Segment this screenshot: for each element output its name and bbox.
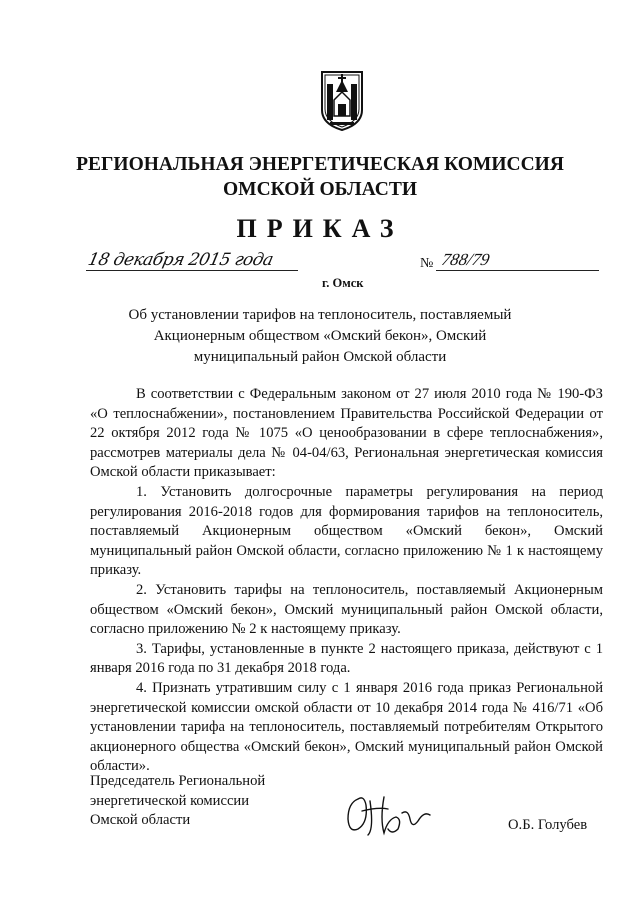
preamble-paragraph: В соответствии с Федеральным законом от 27 июля 2010 года № 190-ФЗ «О теплоснабжении», постановлением Правительства Российской Федерации от 22 октября 2012 года № 1075 «О ценообразовании в сфере теплоснабжения», рассмотрев материалы дела № 04-04/63, Региональная энергетическая комиссия Омской области приказывает: bbox=[90, 386, 603, 481]
signatory-line-3: Омской области bbox=[90, 812, 191, 829]
number-underline bbox=[436, 270, 599, 271]
signatory-name: О.Б. Голубев bbox=[508, 817, 588, 833]
coat-of-arms-emblem bbox=[320, 70, 364, 132]
document-type-title: ПРИКАЗ bbox=[236, 214, 404, 243]
number-sign: № bbox=[420, 256, 434, 271]
signatory-line-1: Председатель Региональной bbox=[90, 773, 266, 789]
handwritten-signature bbox=[344, 789, 434, 839]
clause-1-paragraph: 1. Установить долгосрочные параметры регулирования на период регулирования 2016-2018 годов для формирования тарифов на теплоноситель, поставляемый Акционерным обществом «Омский бекон», Омский муниципальный район Омской области, согласно приложению № 1 к настоящему приказу. bbox=[90, 483, 603, 579]
organization-line-1: РЕГИОНАЛЬНАЯ ЭНЕРГЕТИЧЕСКАЯ КОМИССИЯ bbox=[76, 154, 564, 175]
handwritten-order-number: 788/79 bbox=[440, 250, 492, 269]
clause-2-paragraph: 2. Установить тарифы на теплоноситель, поставляемый Акционерным обществом «Омский бекон», Омский муниципальный район Омской области, согласно приложению № 2 к настоящему приказу. bbox=[90, 581, 603, 638]
order-subject bbox=[0, 305, 640, 368]
signatory-line-2: энергетической комиссии bbox=[90, 792, 250, 809]
subject-line-1: Об установлении тарифов на теплоноситель, поставляемый bbox=[128, 307, 512, 323]
signatory-title bbox=[90, 772, 265, 831]
clause-4-paragraph: 4. Признать утратившим силу с 1 января 2016 года приказ Региональной энергетической комиссии омской области от 10 декабря 2014 года № 416/71 «Об установлении тарифа на теплоноситель, поставляемый потребителям Открытого акционерного общества «Омский бекон», Омский муниципальный район Омской области». bbox=[90, 679, 603, 775]
organization-line-2: ОМСКОЙ ОБЛАСТИ bbox=[223, 179, 417, 200]
handwritten-date: 18 декабря 2015 года bbox=[86, 250, 275, 270]
clause-3-paragraph: 3. Тарифы, установленные в пункте 2 настоящего приказа, действуют с 1 января 2016 года по 31 декабря 2018 года. bbox=[90, 640, 603, 677]
subject-line-2: Акционерным обществом «Омский бекон», Омский bbox=[153, 328, 487, 344]
order-body bbox=[90, 385, 603, 777]
subject-line-3: муниципальный район Омской области bbox=[193, 349, 447, 365]
date-underline bbox=[86, 270, 298, 271]
organization-header bbox=[0, 152, 640, 202]
city-label: г. Омск bbox=[322, 276, 364, 290]
